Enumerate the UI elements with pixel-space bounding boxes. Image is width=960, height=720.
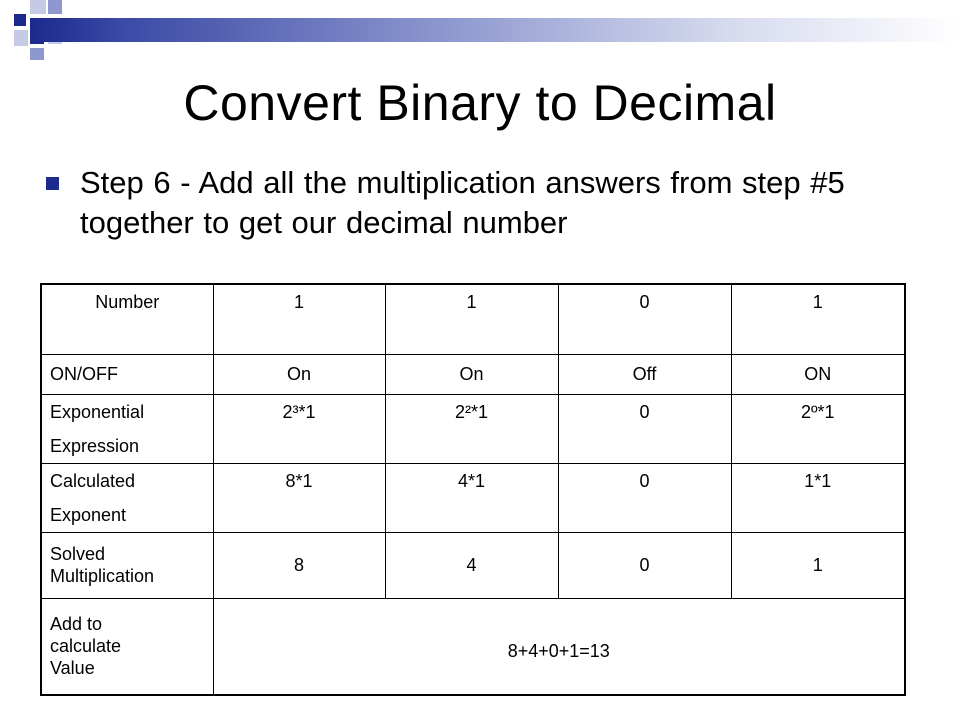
table-row (41, 598, 905, 695)
table-cell: 2³*1 (213, 394, 385, 463)
header-gradient-bar (30, 18, 960, 42)
table-row (41, 394, 905, 463)
table-cell: 1 (731, 532, 905, 598)
table-cell: 1 (731, 284, 905, 354)
table-cell: 1*1 (731, 463, 905, 532)
row-label-line: Solved (50, 544, 106, 564)
slide-title: Convert Binary to Decimal (183, 75, 777, 131)
row-label-line: Number (95, 292, 160, 312)
table-row (41, 284, 905, 354)
row-label-line: Exponent (50, 504, 127, 525)
table-cell: Off (558, 354, 731, 394)
row-label (41, 394, 213, 463)
table-cell: 0 (558, 532, 731, 598)
table-cell: 0 (558, 284, 731, 354)
table-row (41, 354, 905, 394)
table-cell: On (213, 354, 385, 394)
decor-square-light-3 (14, 30, 28, 46)
table-cell: On (385, 354, 558, 394)
table-row (41, 532, 905, 598)
row-label-line: Multiplication (50, 566, 155, 586)
table-cell: 0 (558, 394, 731, 463)
table-cell: 0 (558, 463, 731, 532)
bullet-text: Step 6 - Add all the multiplication answers from step #5 together to get our decimal number (80, 165, 845, 240)
table-cell: 2²*1 (385, 394, 558, 463)
row-label (41, 463, 213, 532)
bullet-point (46, 163, 886, 243)
binary-conversion-table (40, 283, 906, 696)
table-cell: 2º*1 (731, 394, 905, 463)
row-label-line: ON/OFF (50, 364, 118, 384)
square-bullet-icon (46, 177, 59, 190)
decor-square-light-1 (30, 0, 46, 14)
row-label-line: Expression (50, 435, 140, 456)
table-cell: 8*1 (213, 463, 385, 532)
row-label (41, 354, 213, 394)
row-label-line: Exponential (50, 401, 145, 422)
row-label-line: calculate (50, 636, 122, 657)
table-cell: ON (731, 354, 905, 394)
table-cell: 1 (385, 284, 558, 354)
sum-result-cell: 8+4+0+1=13 (213, 598, 905, 695)
row-label-line: Add to (50, 614, 103, 635)
decor-square-dark-1 (14, 14, 26, 26)
row-label (41, 532, 213, 598)
table-cell: 8 (213, 532, 385, 598)
row-label (41, 598, 213, 695)
table-cell: 4 (385, 532, 558, 598)
table-cell: 1 (213, 284, 385, 354)
row-label-line: Value (50, 658, 95, 679)
decor-square-light-2 (48, 0, 62, 14)
row-label (41, 284, 213, 354)
table-cell: 4*1 (385, 463, 558, 532)
row-label-line: Calculated (50, 470, 136, 491)
table-row (41, 463, 905, 532)
decor-square-light-5 (30, 48, 44, 60)
